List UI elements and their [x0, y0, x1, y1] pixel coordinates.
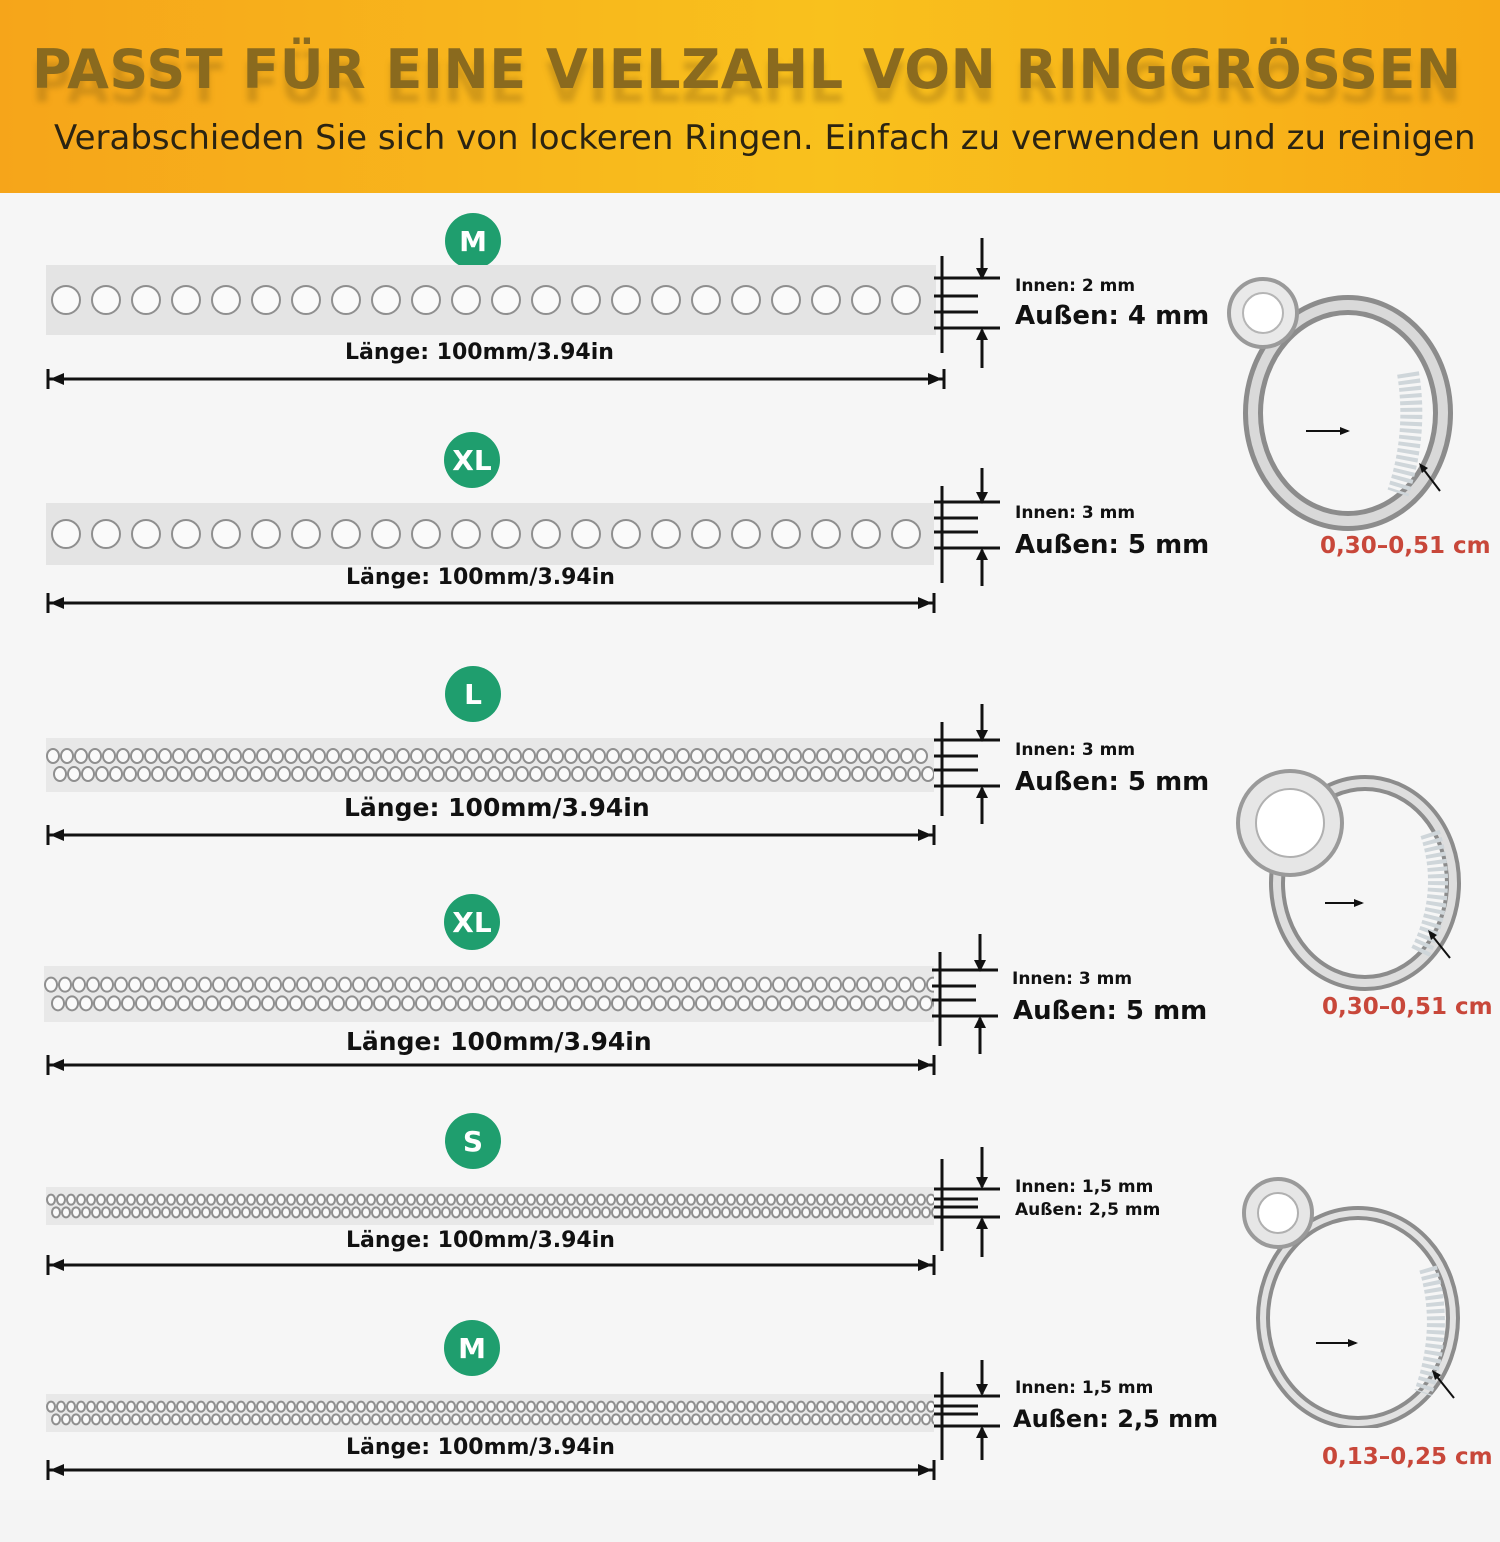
inner-diameter: Innen: 1,5 mm	[1015, 1378, 1154, 1398]
inner-diameter: Innen: 3 mm	[1015, 503, 1136, 523]
size-badge: XL	[444, 894, 500, 950]
length-arrow	[46, 1460, 936, 1480]
strip-image-coil-fine	[46, 738, 934, 792]
size-badge: S	[445, 1113, 501, 1169]
size-range-2: 0,30–0,51 cm	[1322, 994, 1493, 1020]
outer-diameter: Außen: 2,5 mm	[1013, 1405, 1219, 1433]
inner-diameter: Innen: 2 mm	[1015, 276, 1136, 296]
diameter-indicator	[926, 934, 1006, 1064]
strip-image-coil-thick	[46, 503, 934, 565]
banner-subtitle: Verabschieden Sie sich von lockeren Ringen. Einfach zu verwenden und zu reinigen	[54, 118, 1476, 158]
length-label: Länge: 100mm/3.94in	[346, 1435, 615, 1460]
size-range-3: 0,13–0,25 cm	[1322, 1444, 1493, 1470]
header-banner	[0, 0, 1500, 193]
strip-image-coil-thin	[46, 1187, 934, 1225]
size-badge: M	[444, 1320, 500, 1376]
ring-illustration-3	[1228, 1168, 1468, 1428]
outer-diameter: Außen: 5 mm	[1015, 530, 1210, 560]
length-label: Länge: 100mm/3.94in	[346, 1228, 615, 1253]
diameter-indicator	[928, 468, 1008, 598]
size-range-1: 0,30–0,51 cm	[1320, 533, 1491, 559]
diameter-indicator	[928, 238, 1008, 368]
strip-image-coil-fine	[44, 966, 934, 1022]
outer-diameter: Außen: 5 mm	[1013, 996, 1208, 1026]
length-arrow	[46, 369, 946, 389]
banner-title: PASST FÜR EINE VIELZAHL VON RINGGRÖSSEN	[32, 38, 1462, 101]
outer-diameter: Außen: 2,5 mm	[1015, 1200, 1161, 1220]
inner-diameter: Innen: 3 mm	[1015, 740, 1136, 760]
size-badge: M	[445, 213, 501, 269]
ring-illustration-2	[1230, 753, 1470, 1003]
outer-diameter: Außen: 5 mm	[1015, 767, 1210, 797]
strip-image-coil-thin	[46, 1394, 934, 1432]
inner-diameter: Innen: 1,5 mm	[1015, 1177, 1154, 1197]
size-chart	[0, 193, 1500, 1500]
length-arrow	[46, 593, 936, 613]
length-arrow	[46, 1255, 936, 1275]
inner-diameter: Innen: 3 mm	[1012, 969, 1133, 989]
diameter-indicator	[928, 1360, 1008, 1490]
length-label: Länge: 100mm/3.94in	[346, 1027, 652, 1056]
length-label: Länge: 100mm/3.94in	[346, 565, 615, 590]
size-badge: L	[445, 666, 501, 722]
strip-image-coil-thick	[46, 265, 936, 335]
diameter-indicator	[928, 1147, 1008, 1277]
diameter-indicator	[928, 704, 1008, 834]
ring-illustration-1	[1218, 263, 1458, 533]
size-badge: XL	[444, 432, 500, 488]
length-arrow	[46, 1055, 936, 1075]
outer-diameter: Außen: 4 mm	[1015, 301, 1210, 331]
length-arrow	[46, 825, 936, 845]
length-label: Länge: 100mm/3.94in	[345, 340, 614, 365]
length-label: Länge: 100mm/3.94in	[344, 793, 650, 822]
